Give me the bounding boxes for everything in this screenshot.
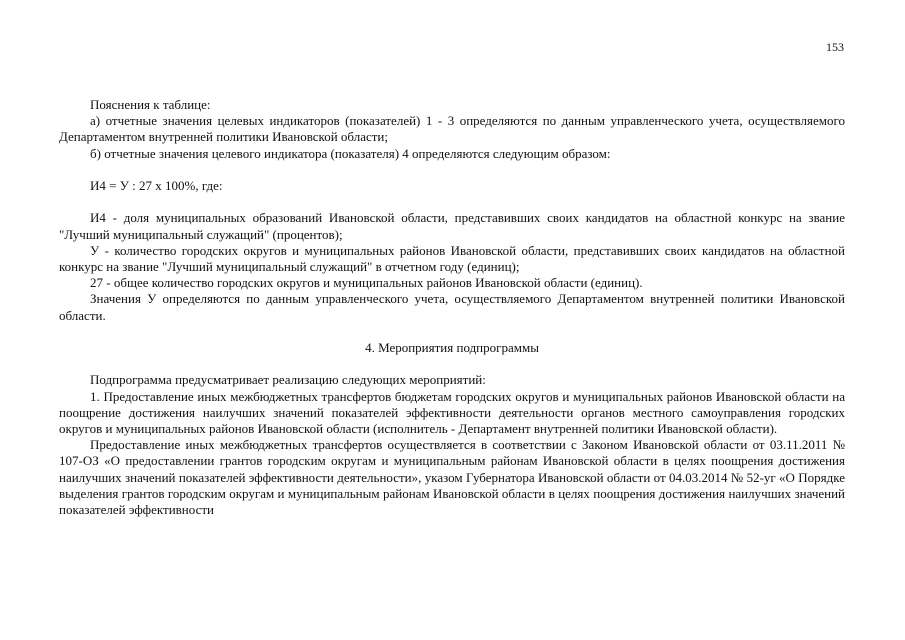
definition-27: 27 - общее количество городских округов и муниципальных районов Ивановской области (единиц). — [90, 275, 643, 291]
document-body — [59, 97, 845, 518]
spacer — [59, 162, 845, 178]
spacer — [59, 356, 845, 372]
spacer — [59, 324, 845, 340]
transfers-paragraph: Предоставление иных межбюджетных трансфертов осуществляется в соответствии с Законом Ивановской области от 03.11.2011 № 107-ОЗ «О предоставлении грантов городским округам и муниципальным районам Ивановской области в целях поощрения достижения наилучших значений показателей эффективности деятельности», указом Губернатора Ивановской области от 04.03.2014 № 52-уг «О Порядке выделения грантов городским округам и муниципальным районам Ивановской области в целях поощрения достижения наилучших значений показателей эффективности — [59, 437, 845, 518]
section-item-1: 1. Предоставление иных межбюджетных трансфертов бюджетам городских округов и муниципальных районов Ивановской области на поощрение достижения наилучших значений показателей эффективности деятельности органов местного самоуправления городских округов и муниципальных районов Ивановской области (исполнитель - Департамент внутренней политики Ивановской области). — [59, 388, 845, 436]
spacer — [59, 194, 845, 210]
notes-intro: Пояснения к таблице: — [90, 97, 211, 112]
section-intro: Подпрограмма предусматривает реализацию следующих мероприятий: — [90, 372, 486, 388]
notes-item-b: б) отчетные значения целевого индикатора (показателя) 4 определяются следующим образом: — [90, 145, 611, 161]
definition-u: У - количество городских округов и муниципальных районов Ивановской области, представивших своих кандидатов на областной конкурс на звание "Лучший муниципальный служащий" в отчетном году (единиц); — [59, 242, 845, 274]
definition-i4: И4 - доля муниципальных образований Ивановской области, представивших своих кандидатов на областной конкурс на звание "Лучший муниципальный служащий" (процентов); — [59, 210, 845, 242]
section-heading: 4. Мероприятия подпрограммы — [365, 340, 539, 355]
page-number: 153 — [826, 40, 844, 54]
values-u-paragraph: Значения У определяются по данным управленческого учета, осуществляемого Департаментом внутренней политики Ивановской области. — [59, 291, 845, 323]
notes-item-a: а) отчетные значения целевых индикаторов (показателей) 1 - 3 определяются по данным управленческого учета, осуществляемого Департаментом внутренней политики Ивановской области; — [59, 113, 845, 145]
formula: И4 = У : 27 х 100%, где: — [90, 178, 223, 193]
